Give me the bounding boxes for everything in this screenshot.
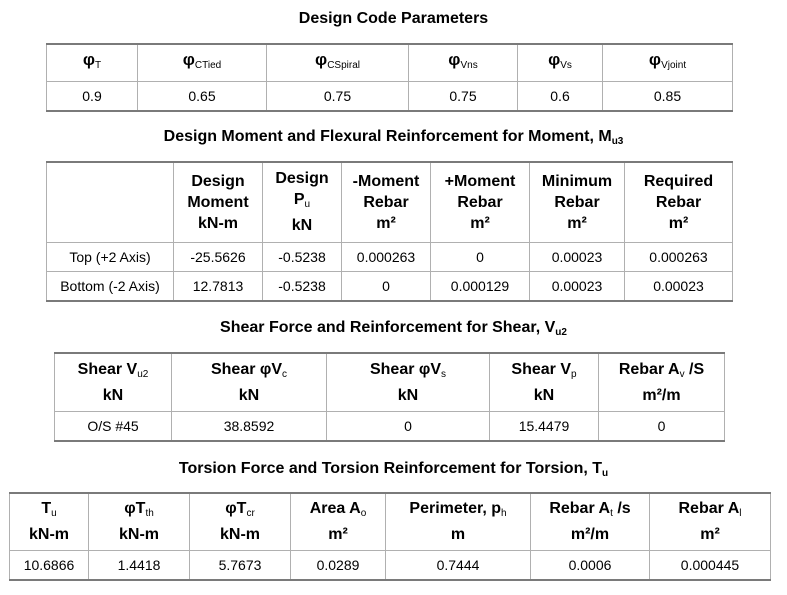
table-header: $\varphi T_{th}$ kN-m [89,493,190,550]
table-cell: 0.7444 [386,550,531,580]
row-label: Top (+2 Axis) [47,242,174,271]
row-label: Bottom (-2 Axis) [47,271,174,301]
table-cell: 10.6866 [10,550,89,580]
table-cell: 12.7813 [174,271,263,301]
table-header: $\varphi_{CTied}$ [138,44,267,81]
table-cell: 0 [327,411,490,441]
table-cell: 0.6 [518,81,603,111]
table-header: Design $P_u$ kN [263,162,342,242]
table-cell: 0.85 [603,81,733,111]
table-cell: 0.000263 [625,242,733,271]
table-header: +Moment Rebar m² [431,162,530,242]
table-header: $\varphi_{Vjoint}$ [603,44,733,81]
table-header: $\varphi_{Vs}$ [518,44,603,81]
table-cell: 0 [431,242,530,271]
table-header: Perimeter, $p_h$ m [386,493,531,550]
table-cell: 15.4479 [490,411,599,441]
table-header: Shear $\varphi V_c$ kN [172,353,327,411]
table-cell: 0.00023 [530,242,625,271]
table-header: Rebar $A_l$ m² [650,493,771,550]
table-cell: 0 [342,271,431,301]
table-header: $T_u$ kN-m [10,493,89,550]
table-header: $\varphi_{Vns}$ [409,44,518,81]
table-header: Minimum Rebar m² [530,162,625,242]
table-cell: 1.4418 [89,550,190,580]
table-cell: 38.8592 [172,411,327,441]
table-cell: 0.65 [138,81,267,111]
shear-table [54,352,725,442]
table-cell: 5.7673 [190,550,291,580]
table-cell: 0.0006 [531,550,650,580]
table-cell: 0 [599,411,725,441]
table-header: Area $A_o$ m² [291,493,386,550]
table-header: Required Rebar m² [625,162,733,242]
moment-title: Design Moment and Flexural Reinforcement for Moment, $M_{u3}$ [163,128,624,147]
table-cell: -25.5626 [174,242,263,271]
moment-table [46,161,733,302]
table-cell: 0.00023 [530,271,625,301]
table-cell: O/S #45 [55,411,172,441]
table-cell: 0.000445 [650,550,771,580]
table-header: Design Moment kN-m [174,162,263,242]
table-header: Rebar $A_v$ /S m²/m [599,353,725,411]
table-header: $\varphi_{CSpiral}$ [267,44,409,81]
design-code-table [46,43,733,112]
table-cell: 0.00023 [625,271,733,301]
table-cell: -0.5238 [263,242,342,271]
table-header: Shear $V_p$ kN [490,353,599,411]
design-code-title: Design Code Parameters [298,10,489,27]
table-cell: 0.000129 [431,271,530,301]
table-cell: 0.9 [47,81,138,111]
shear-title: Shear Force and Reinforcement for Shear, $V_{u2}$ [220,319,567,338]
table-cell: 0.75 [409,81,518,111]
table-header: Shear $\varphi V_s$ kN [327,353,490,411]
table-header: $\varphi T_{cr}$ kN-m [190,493,291,550]
table-header-empty [47,162,174,242]
table-cell: 0.000263 [342,242,431,271]
table-header: $\varphi_T$ [47,44,138,81]
table-header: -Moment Rebar m² [342,162,431,242]
table-header: Rebar $A_t$ /s m²/m [531,493,650,550]
table-cell: -0.5238 [263,271,342,301]
table-cell: 0.75 [267,81,409,111]
torsion-table [9,492,771,581]
torsion-title: Torsion Force and Torsion Reinforcement for Torsion, $T_u$ [178,460,609,479]
table-header: Shear $V_{u2}$ kN [55,353,172,411]
table-cell: 0.0289 [291,550,386,580]
